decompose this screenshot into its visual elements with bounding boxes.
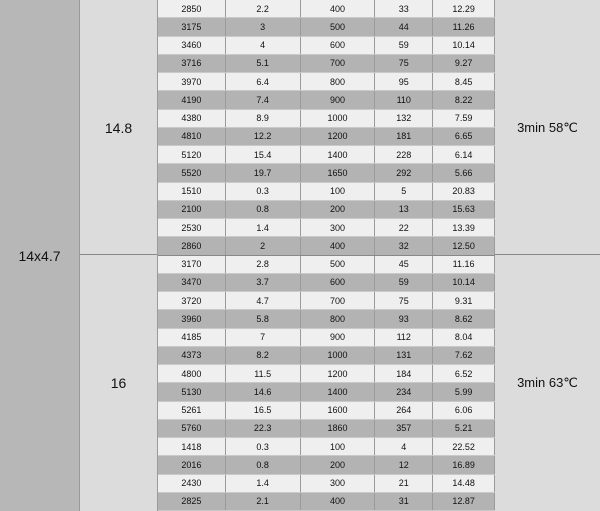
table-cell: 1510: [158, 183, 226, 200]
table-cell: 8.9: [226, 110, 301, 127]
table-cell: 900: [301, 91, 376, 108]
table-cell: 15.63: [433, 201, 495, 218]
table-cell: 2: [226, 237, 301, 254]
table-cell: 200: [301, 201, 376, 218]
table-row: [158, 365, 495, 383]
table-row: [158, 402, 495, 420]
table-cell: 4810: [158, 128, 226, 145]
table-cell: 10.14: [433, 274, 495, 291]
table-row: [158, 493, 495, 511]
table-cell: 400: [301, 237, 376, 254]
table-row: [158, 0, 495, 18]
table-cell: 93: [375, 310, 433, 327]
table-row: [158, 383, 495, 401]
table-cell: 14.6: [226, 383, 301, 400]
table-cell: 4: [375, 438, 433, 455]
table-cell: 1400: [301, 383, 376, 400]
table-cell: 5261: [158, 402, 226, 419]
table-row: [158, 347, 495, 365]
table-cell: 3720: [158, 292, 226, 309]
table-cell: 234: [375, 383, 433, 400]
table-cell: 95: [375, 73, 433, 90]
table-row: [158, 110, 495, 128]
table-cell: 3170: [158, 256, 226, 273]
table-cell: 4800: [158, 365, 226, 382]
table-cell: 4373: [158, 347, 226, 364]
table-cell: 8.62: [433, 310, 495, 327]
table-cell: 2825: [158, 493, 226, 510]
table-cell: 11.26: [433, 18, 495, 35]
table-row: [158, 55, 495, 73]
table-cell: 75: [375, 55, 433, 72]
table-cell: 100: [301, 438, 376, 455]
table-cell: 13: [375, 201, 433, 218]
table-cell: 6.52: [433, 365, 495, 382]
table-cell: 2530: [158, 219, 226, 236]
group-note-2: 3min 63℃: [495, 255, 600, 511]
table-cell: 16.89: [433, 456, 495, 473]
table-cell: 5130: [158, 383, 226, 400]
table-row: [158, 237, 495, 255]
table-row: [158, 37, 495, 55]
table-cell: 5.99: [433, 383, 495, 400]
table-cell: 292: [375, 164, 433, 181]
table-row: [158, 18, 495, 36]
table-row: [158, 310, 495, 328]
table-cell: 3960: [158, 310, 226, 327]
table-cell: 12: [375, 456, 433, 473]
table-row: [158, 183, 495, 201]
table-cell: 45: [375, 256, 433, 273]
table-cell: 1000: [301, 347, 376, 364]
table-cell: 6.65: [433, 128, 495, 145]
table-cell: 14.48: [433, 475, 495, 492]
table-row: [158, 91, 495, 109]
table-cell: 4.7: [226, 292, 301, 309]
table-cell: 3970: [158, 73, 226, 90]
table-cell: 6.06: [433, 402, 495, 419]
table-cell: 3470: [158, 274, 226, 291]
table-row: [158, 438, 495, 456]
table-cell: 264: [375, 402, 433, 419]
table-cell: 1200: [301, 365, 376, 382]
table-cell: 400: [301, 493, 376, 510]
table-cell: 9.31: [433, 292, 495, 309]
table-cell: 500: [301, 18, 376, 35]
table-cell: 8.04: [433, 329, 495, 346]
table-cell: 5.21: [433, 420, 495, 437]
table-cell: 7.62: [433, 347, 495, 364]
table-cell: 5760: [158, 420, 226, 437]
table-cell: 59: [375, 37, 433, 54]
table-cell: 4185: [158, 329, 226, 346]
table-cell: 110: [375, 91, 433, 108]
table-cell: 131: [375, 347, 433, 364]
table-cell: 6.4: [226, 73, 301, 90]
table-cell: 4: [226, 37, 301, 54]
table-cell: 11.5: [226, 365, 301, 382]
table-cell: 19.7: [226, 164, 301, 181]
table-cell: 5520: [158, 164, 226, 181]
group-label-2: 16: [80, 255, 157, 511]
table-cell: 0.8: [226, 456, 301, 473]
table-cell: 22.3: [226, 420, 301, 437]
table-cell: 2430: [158, 475, 226, 492]
table-cell: 600: [301, 37, 376, 54]
table-cell: 4380: [158, 110, 226, 127]
table-cell: 900: [301, 329, 376, 346]
table-cell: 400: [301, 0, 376, 17]
table-cell: 12.2: [226, 128, 301, 145]
table-cell: 7.59: [433, 110, 495, 127]
table-body: [157, 0, 495, 511]
table-cell: 800: [301, 73, 376, 90]
table-cell: 1000: [301, 110, 376, 127]
table-cell: 75: [375, 292, 433, 309]
table-cell: 59: [375, 274, 433, 291]
table-cell: 2860: [158, 237, 226, 254]
table-cell: 1600: [301, 402, 376, 419]
table-cell: 3: [226, 18, 301, 35]
table-cell: 1650: [301, 164, 376, 181]
table-cell: 9.27: [433, 55, 495, 72]
table-cell: 5.1: [226, 55, 301, 72]
table-cell: 1200: [301, 128, 376, 145]
table-row: [158, 329, 495, 347]
table-cell: 11.16: [433, 256, 495, 273]
table-cell: 2100: [158, 201, 226, 218]
table-cell: 6.14: [433, 146, 495, 163]
table-cell: 357: [375, 420, 433, 437]
table-cell: 0.3: [226, 438, 301, 455]
table-cell: 1860: [301, 420, 376, 437]
table-cell: 16.5: [226, 402, 301, 419]
table-cell: 13.39: [433, 219, 495, 236]
table-cell: 300: [301, 475, 376, 492]
table-row: [158, 456, 495, 474]
table-cell: 700: [301, 292, 376, 309]
table-cell: 184: [375, 365, 433, 382]
group-note-1: 3min 58℃: [495, 0, 600, 255]
table-cell: 2.1: [226, 493, 301, 510]
table-cell: 32: [375, 237, 433, 254]
table-cell: 12.29: [433, 0, 495, 17]
size-cell: 14x4.7: [0, 0, 80, 511]
table-cell: 500: [301, 256, 376, 273]
table-cell: 20.83: [433, 183, 495, 200]
table-cell: 12.50: [433, 237, 495, 254]
table-row: [158, 256, 495, 274]
table-cell: 22: [375, 219, 433, 236]
table-cell: 228: [375, 146, 433, 163]
table-cell: 5.8: [226, 310, 301, 327]
table-cell: 2.2: [226, 0, 301, 17]
table-cell: 5: [375, 183, 433, 200]
table-row: [158, 420, 495, 438]
table-cell: 3.7: [226, 274, 301, 291]
table-cell: 181: [375, 128, 433, 145]
table-cell: 22.52: [433, 438, 495, 455]
table-cell: 100: [301, 183, 376, 200]
table-cell: 2850: [158, 0, 226, 17]
table-cell: 4190: [158, 91, 226, 108]
table-cell: 7.4: [226, 91, 301, 108]
table-cell: 1.4: [226, 219, 301, 236]
table-cell: 7: [226, 329, 301, 346]
table-cell: 21: [375, 475, 433, 492]
table-row: [158, 128, 495, 146]
table-cell: 8.2: [226, 347, 301, 364]
table-cell: 1418: [158, 438, 226, 455]
table-row: [158, 274, 495, 292]
table-cell: 800: [301, 310, 376, 327]
table-cell: 5.66: [433, 164, 495, 181]
table-cell: 132: [375, 110, 433, 127]
table-row: [158, 164, 495, 182]
table-cell: 3460: [158, 37, 226, 54]
table-cell: 15.4: [226, 146, 301, 163]
table-cell: 3175: [158, 18, 226, 35]
table-cell: 2.8: [226, 256, 301, 273]
table-cell: 33: [375, 0, 433, 17]
table-cell: 0.3: [226, 183, 301, 200]
table-cell: 1.4: [226, 475, 301, 492]
table-row: [158, 219, 495, 237]
table-cell: 8.45: [433, 73, 495, 90]
table-cell: 31: [375, 493, 433, 510]
table-cell: 12.87: [433, 493, 495, 510]
table-row: [158, 292, 495, 310]
table-cell: 2016: [158, 456, 226, 473]
table-cell: 112: [375, 329, 433, 346]
table-row: [158, 475, 495, 493]
table-cell: 0.8: [226, 201, 301, 218]
table-cell: 5120: [158, 146, 226, 163]
table-cell: 600: [301, 274, 376, 291]
table-row: [158, 73, 495, 91]
group-label-1: 14.8: [80, 0, 157, 255]
table-cell: 200: [301, 456, 376, 473]
table-cell: 1400: [301, 146, 376, 163]
table-cell: 700: [301, 55, 376, 72]
table-cell: 300: [301, 219, 376, 236]
table-cell: 3716: [158, 55, 226, 72]
table-cell: 8.22: [433, 91, 495, 108]
table-row: [158, 146, 495, 164]
table-cell: 44: [375, 18, 433, 35]
table-row: [158, 201, 495, 219]
table-cell: 10.14: [433, 37, 495, 54]
